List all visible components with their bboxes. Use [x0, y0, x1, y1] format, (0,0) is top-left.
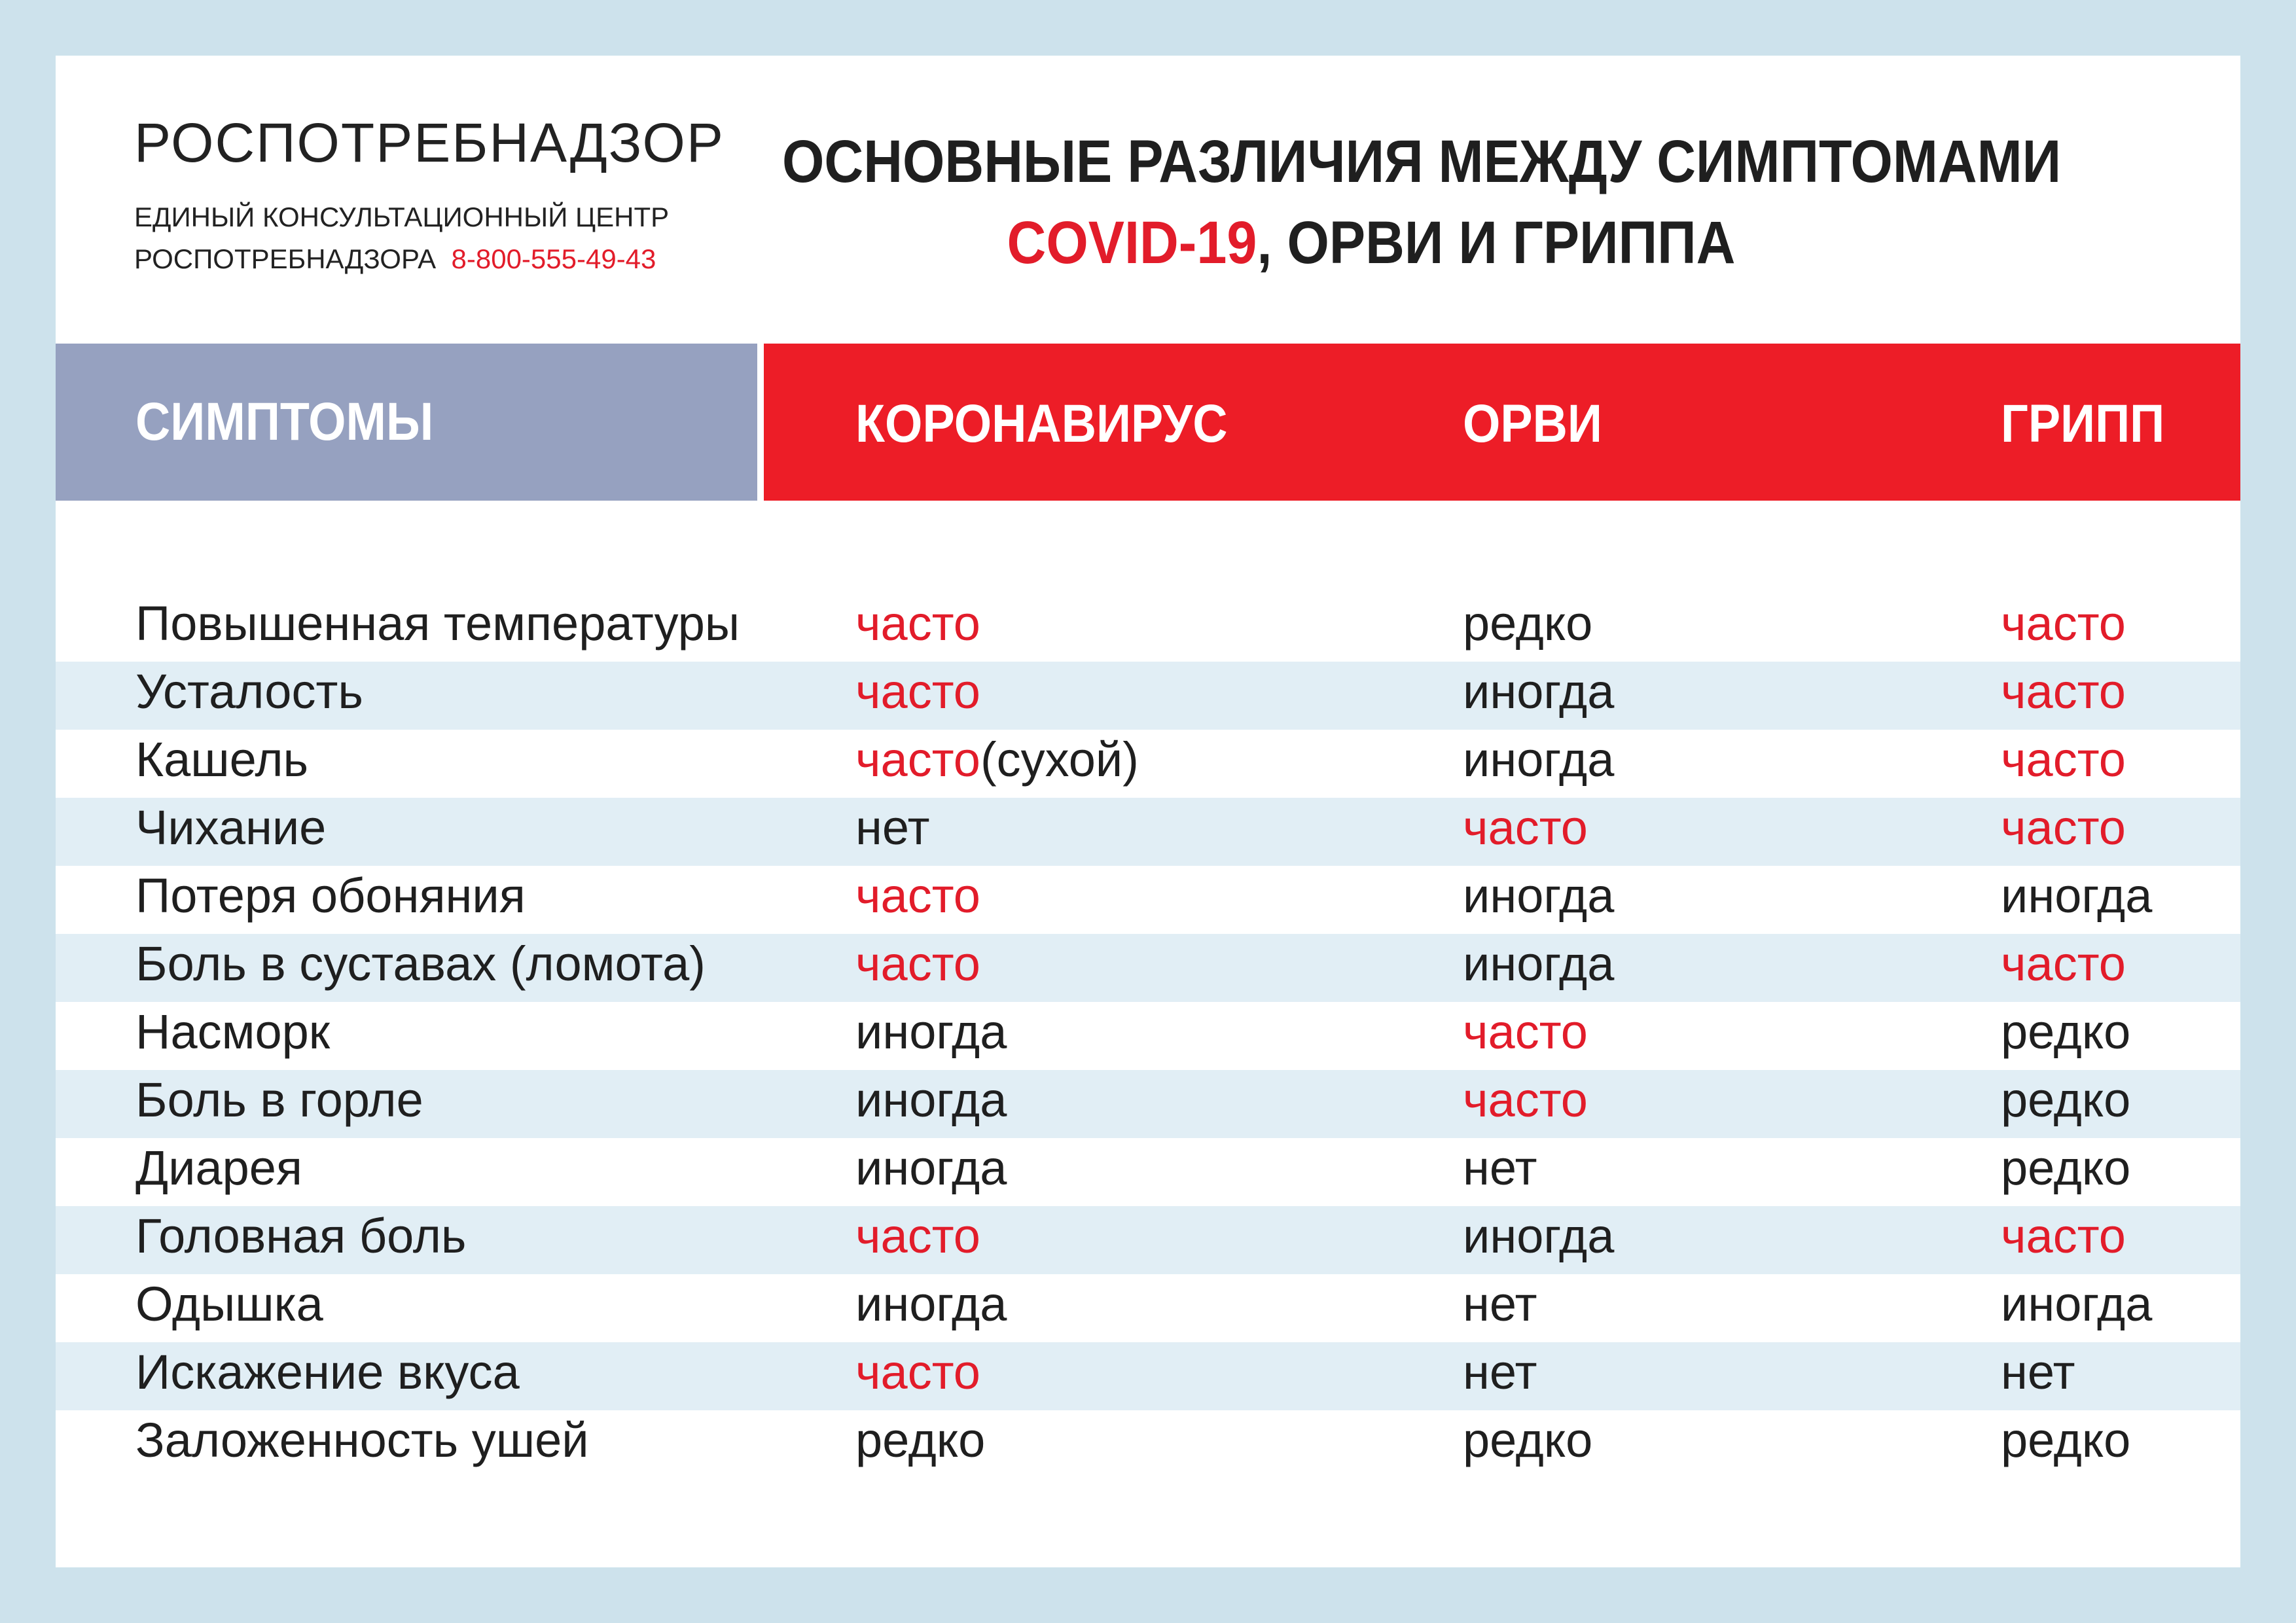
covid-cell [855, 1069, 1007, 1132]
symptom-cell: Искажение вкуса [135, 1345, 520, 1399]
table-row [56, 1002, 2240, 1070]
covid-cell [855, 933, 980, 995]
flu-cell: часто [2001, 800, 2126, 855]
brand-name: РОСПОТРЕБНАДЗОР [134, 112, 725, 173]
header-diseases-cell [764, 344, 2240, 501]
covid-cell [855, 1137, 1007, 1200]
title-line1: ОСНОВНЫЕ РАЗЛИЧИЯ МЕЖДУ СИМПТОМАМИ [782, 128, 2062, 195]
flu-cell: редко [2001, 1413, 2131, 1467]
header-symptoms: СИМПТОМЫ [135, 392, 434, 452]
covid-value: часто [855, 1345, 980, 1399]
symptom-cell: Потеря обоняния [135, 868, 526, 923]
symptom-cell: Головная боль [135, 1209, 467, 1263]
table-row [56, 934, 2240, 1002]
symptom-cell: Диарея [135, 1141, 302, 1195]
covid-value: нет [855, 800, 930, 855]
flu-cell: часто [2001, 1209, 2126, 1263]
table-row [56, 527, 2240, 662]
poster-card [56, 56, 2240, 1567]
covid-value: часто [855, 732, 980, 787]
table-row [56, 1070, 2240, 1138]
flu-cell: часто [2001, 936, 2126, 991]
symptom-cell: Боль в горле [135, 1073, 423, 1127]
flu-cell: редко [2001, 1005, 2131, 1059]
covid-cell [855, 728, 1139, 791]
flu-cell: иногда [2001, 1277, 2153, 1331]
covid-value-note: (сухой) [980, 732, 1139, 787]
covid-cell [855, 1205, 980, 1268]
header-covid: КОРОНАВИРУС [855, 394, 1228, 454]
flu-cell: часто [2001, 664, 2126, 719]
table-row [56, 1274, 2240, 1342]
table-row [56, 1410, 2240, 1478]
header-flu: ГРИПП [2001, 394, 2165, 454]
brand-subtitle [134, 196, 669, 280]
covid-value: часто [855, 1209, 980, 1263]
brand-subtitle-org: РОСПОТРЕБНАДЗОРА [134, 243, 437, 274]
orvi-cell: нет [1463, 1141, 1537, 1195]
symptoms-table [56, 527, 2240, 1478]
orvi-cell: часто [1463, 1073, 1588, 1127]
orvi-cell: иногда [1463, 936, 1615, 991]
covid-value: часто [855, 664, 980, 719]
covid-value: редко [855, 1413, 986, 1467]
flu-cell: часто [2001, 732, 2126, 787]
orvi-cell: иногда [1463, 1209, 1615, 1263]
covid-value: иногда [855, 1005, 1007, 1059]
orvi-cell: нет [1463, 1277, 1537, 1331]
symptom-cell: Усталость [135, 664, 363, 719]
symptom-cell: Одышка [135, 1277, 323, 1331]
covid-value: часто [855, 936, 980, 991]
covid-cell [855, 1001, 1007, 1063]
orvi-cell: иногда [1463, 732, 1615, 787]
covid-value: иногда [855, 1277, 1007, 1331]
table-row [56, 1138, 2240, 1206]
symptom-cell: Боль в суставах (ломота) [135, 936, 706, 991]
orvi-cell: часто [1463, 1005, 1588, 1059]
symptom-cell: Кашель [135, 732, 309, 787]
flu-cell: иногда [2001, 868, 2153, 923]
orvi-cell: иногда [1463, 868, 1615, 923]
table-row [56, 866, 2240, 934]
covid-cell [855, 865, 980, 927]
title-covid: COVID-19 [1007, 209, 1257, 276]
hotline-phone: 8-800-555-49-43 [451, 243, 656, 274]
flu-cell: редко [2001, 1141, 2131, 1195]
brand-subtitle-line2 [134, 238, 669, 280]
table-row [56, 662, 2240, 730]
header-symptoms-cell [56, 344, 757, 501]
orvi-cell: редко [1463, 1413, 1593, 1467]
title-rest: , ОРВИ И ГРИППА [1257, 209, 1736, 276]
table-row [56, 798, 2240, 866]
table-row [56, 730, 2240, 798]
covid-cell [855, 796, 929, 859]
covid-cell [855, 1273, 1007, 1336]
symptom-cell: Повышенная температуры [135, 596, 740, 651]
covid-value: часто [855, 868, 980, 923]
flu-cell: редко [2001, 1073, 2131, 1127]
covid-value: часто [855, 596, 980, 651]
covid-cell [855, 592, 980, 655]
covid-value: иногда [855, 1141, 1007, 1195]
covid-cell [855, 1341, 980, 1404]
symptom-cell: Заложенность ушей [135, 1413, 589, 1467]
orvi-cell: редко [1463, 596, 1593, 651]
symptom-cell: Насморк [135, 1005, 331, 1059]
table-row [56, 1342, 2240, 1410]
header-orvi: ОРВИ [1463, 394, 1602, 454]
orvi-cell: нет [1463, 1345, 1537, 1399]
table-row [56, 1206, 2240, 1274]
title-line2 [782, 202, 1960, 283]
covid-cell [855, 1409, 985, 1472]
page-title [782, 121, 2062, 283]
brand-subtitle-line1: ЕДИНЫЙ КОНСУЛЬТАЦИОННЫЙ ЦЕНТР [134, 202, 670, 232]
orvi-cell: иногда [1463, 664, 1615, 719]
symptom-cell: Чихание [135, 800, 327, 855]
covid-value: иногда [855, 1073, 1007, 1127]
flu-cell: часто [2001, 596, 2126, 651]
flu-cell: нет [2001, 1345, 2075, 1399]
orvi-cell: часто [1463, 800, 1588, 855]
covid-cell [855, 660, 980, 723]
